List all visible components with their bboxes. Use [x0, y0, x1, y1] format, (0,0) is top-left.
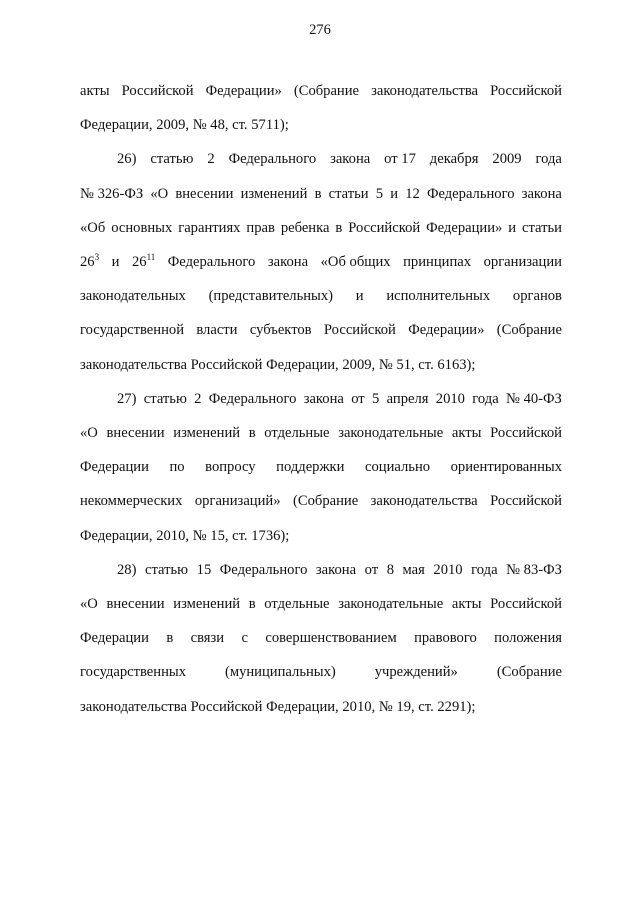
word: Федерального [167, 254, 256, 271]
text-line [80, 245, 562, 279]
paragraph-25-continuation [80, 74, 562, 142]
word: и [111, 254, 120, 271]
word: года [471, 561, 498, 578]
word: законодательных [80, 288, 186, 305]
word: гарантиях [178, 219, 241, 236]
word: исполнительных [386, 288, 491, 305]
word: № 83-ФЗ [506, 561, 562, 578]
word: отдельные [264, 425, 330, 442]
word: вопросу [205, 459, 256, 476]
word: от [364, 561, 379, 578]
word: и [390, 185, 399, 202]
word: отдельные [264, 596, 330, 613]
word: и [508, 219, 517, 236]
word: органов [512, 288, 562, 305]
word: власти [196, 322, 238, 339]
word: Российской [323, 322, 396, 339]
word: Российской [490, 493, 562, 510]
word: государственной [80, 322, 185, 339]
text-line [80, 382, 562, 416]
word: Российской [348, 219, 421, 236]
word: 2010 [433, 561, 463, 578]
word: декабря [429, 151, 479, 168]
word: статьи [522, 219, 562, 236]
word: статьи [328, 185, 369, 202]
word: Российской [490, 596, 562, 613]
word: основных [111, 219, 173, 236]
word: (Собрание [496, 322, 562, 339]
word: Федерального [426, 185, 515, 202]
word: связи [190, 630, 225, 647]
word: закона [330, 151, 371, 168]
word: Российской [490, 83, 562, 99]
word: в [166, 630, 174, 647]
word: 2 [194, 390, 202, 407]
text-line [80, 621, 562, 655]
text-line [80, 655, 562, 689]
word: поддержки [276, 459, 345, 476]
word: года [535, 151, 562, 168]
text-line: Федерации, 2009, № 48, ст. 5711); [80, 117, 289, 134]
paragraph-26 [80, 142, 562, 381]
word: с [241, 630, 248, 647]
word: субъектов [249, 322, 312, 339]
text-line [80, 416, 562, 450]
word: (муниципальных) [224, 664, 336, 681]
word: организации [483, 254, 562, 271]
word: законодательства [370, 493, 478, 510]
word: года [472, 390, 499, 407]
word: «Об общих [320, 254, 391, 271]
word: акты [80, 83, 110, 99]
word: 5 [375, 185, 384, 202]
word: внесении [106, 425, 165, 442]
word: прав [246, 219, 275, 236]
word: закона [303, 390, 344, 407]
word: изменений [173, 425, 241, 442]
text-line [80, 177, 562, 211]
word: мая [402, 561, 425, 578]
text-line [80, 484, 562, 518]
word: законодательные [338, 596, 444, 613]
word: «О [80, 425, 98, 442]
word: Федерального [219, 561, 308, 578]
word: социально [365, 459, 431, 476]
word: (Собрание [293, 83, 360, 99]
paragraph-27 [80, 382, 562, 553]
document-body [80, 74, 562, 724]
word: 28) [117, 561, 137, 578]
word: № 326-ФЗ [80, 185, 144, 202]
word: 8 [386, 561, 394, 578]
article-number: 26 [80, 254, 95, 271]
word: ребенка [280, 219, 330, 236]
word: 2 [207, 151, 215, 168]
word: от 17 [384, 151, 416, 168]
word: № 40-ФЗ [506, 390, 562, 407]
word: (Собрание [496, 664, 562, 681]
article-ref [132, 245, 155, 279]
word: в [248, 425, 256, 442]
word: правового [414, 630, 477, 647]
text-line [80, 313, 562, 347]
word: некоммерческих [80, 493, 183, 510]
word: ориентированных [450, 459, 562, 476]
word: внесении [175, 185, 234, 202]
word: изменений [240, 185, 308, 202]
word: статью [143, 390, 187, 407]
word: статью [145, 561, 189, 578]
word: 26) [117, 151, 137, 168]
word: Российской [121, 83, 194, 99]
word: в [314, 185, 322, 202]
text-line: законодательства Российской Федерации, 2010, № 19, ст. 2291); [80, 698, 476, 715]
word: «О [150, 185, 169, 202]
word: 2010 [435, 390, 465, 407]
text-line [80, 279, 562, 313]
page-number: 276 [309, 22, 331, 38]
word: Федерации» [408, 322, 485, 339]
text-line [80, 553, 562, 587]
word: в [248, 596, 256, 613]
word: внесении [106, 596, 165, 613]
word: 15 [196, 561, 212, 578]
word: «Об [80, 219, 106, 236]
word: апреля [386, 390, 429, 407]
word: Федерации [80, 459, 149, 476]
word: Российской [490, 425, 562, 442]
text-line [80, 450, 562, 484]
text-line [80, 142, 562, 176]
word: по [169, 459, 185, 476]
word: статью [150, 151, 194, 168]
word: (представительных) [208, 288, 334, 305]
article-superscript: 3 [94, 252, 100, 263]
word: и [355, 288, 364, 305]
word: 27) [117, 390, 137, 407]
word: закона [267, 254, 309, 271]
word: Федерального [228, 151, 317, 168]
word: закона [315, 561, 357, 578]
word: (Собрание [293, 493, 359, 510]
word: положения [494, 630, 562, 647]
word: принципах [403, 254, 472, 271]
word: 5 [371, 390, 380, 407]
word: государственных [80, 664, 187, 681]
article-ref [80, 245, 99, 279]
word: законодательные [338, 425, 444, 442]
word: акты [451, 596, 482, 613]
word: Федерации» [426, 219, 503, 236]
word: 2009 [492, 151, 522, 168]
word: совершенствованием [265, 630, 397, 647]
text-line [80, 211, 562, 245]
word: Федерации [80, 630, 149, 647]
word: законодательства [371, 83, 479, 99]
text-line [80, 587, 562, 621]
word: Федерации» [205, 83, 282, 99]
article-number: 26 [131, 254, 147, 271]
word: изменений [173, 596, 241, 613]
word: акты [451, 425, 482, 442]
word: «О [80, 596, 98, 613]
word: Федерального [208, 390, 297, 407]
paragraph-28 [80, 553, 562, 724]
article-superscript: 11 [146, 252, 156, 263]
word: организаций» [194, 493, 281, 510]
word: в [335, 219, 343, 236]
word: учреждений» [374, 664, 458, 681]
word: от [351, 390, 365, 407]
text-line [80, 74, 562, 108]
word: закона [521, 185, 562, 202]
text-line: законодательства Российской Федерации, 2009, № 51, ст. 6163); [80, 356, 476, 373]
text-line: Федерации, 2010, № 15, ст. 1736); [80, 527, 290, 544]
word: 12 [405, 185, 420, 202]
